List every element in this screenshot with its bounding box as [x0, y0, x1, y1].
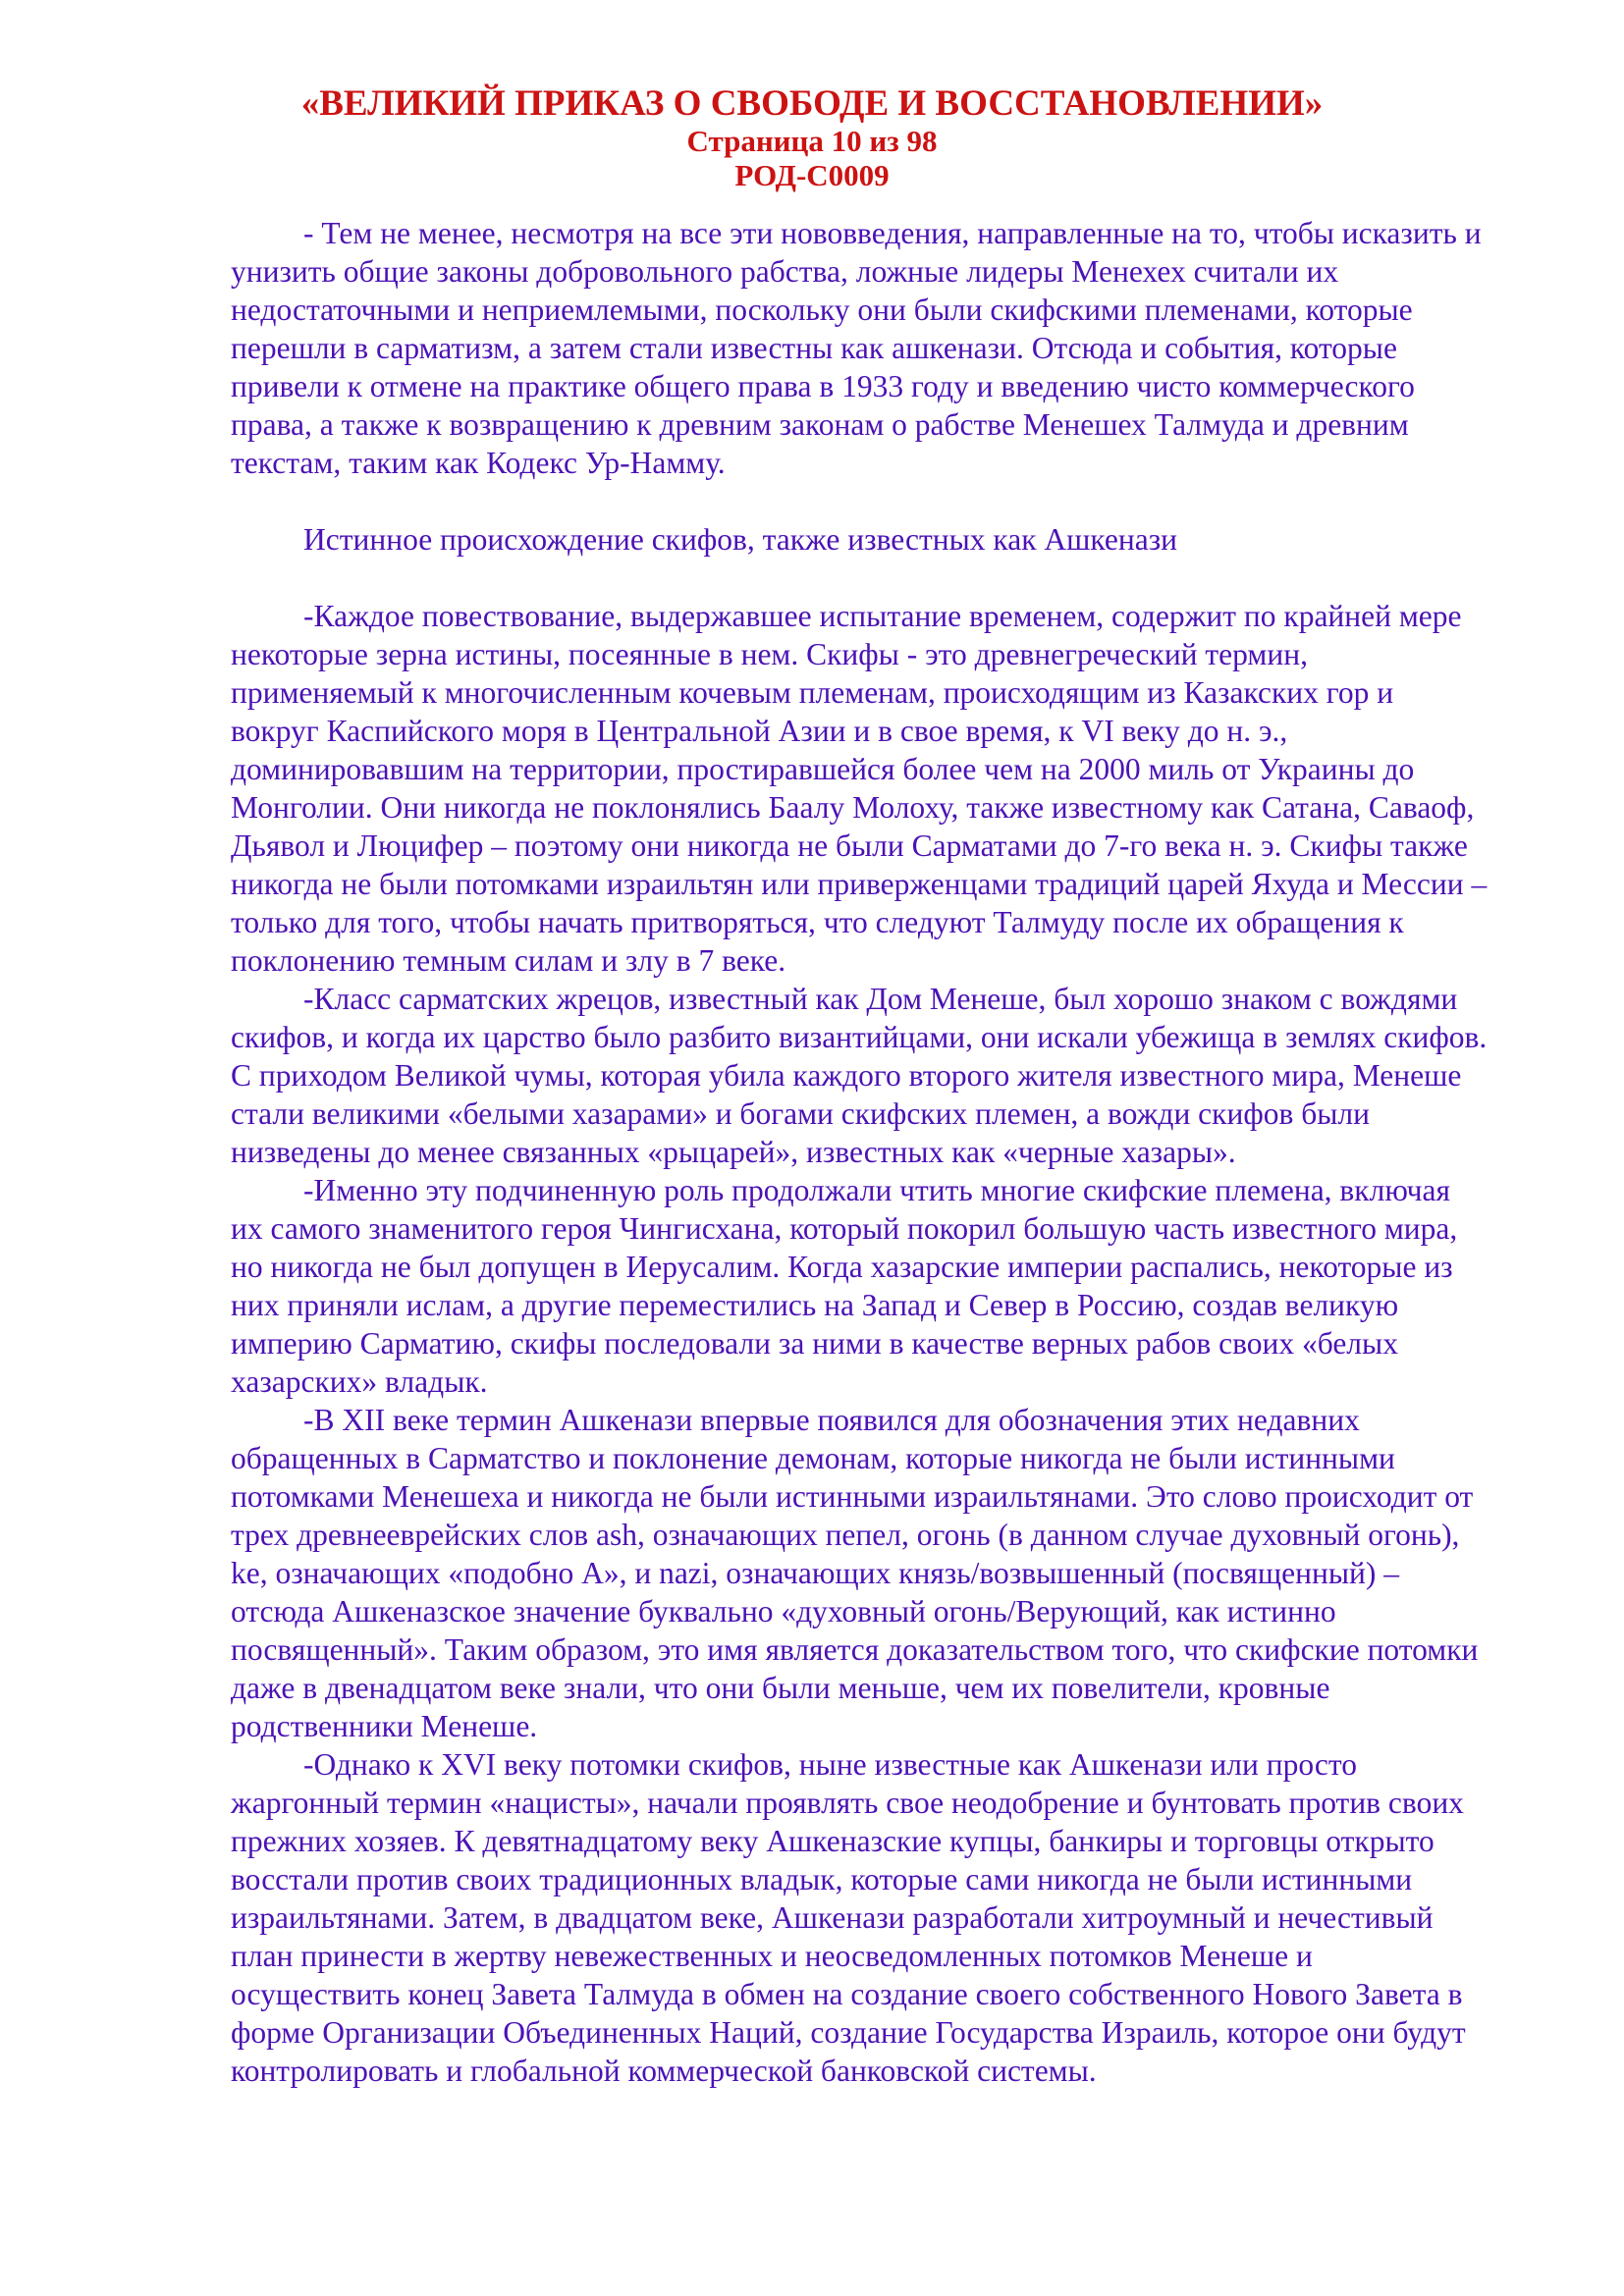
document-body [231, 214, 1488, 2090]
paragraph-ashkenazi-term: -В XII веке термин Ашкенази впервые появился для обозначения этих недавних обращенных в Сарматство и поклонение демонам, которые никогда не были истинными потомками Менешеха и никогда не были истинными израильтянами. Это слово происходит от трех древнееврейских слов ash, означающих пепел, огонь (в данном случае духовный огонь), ke, означающих «подобно А», и nazi, означающих князь/возвышенный (посвященный) – отсюда Ашкеназское значение буквально «духовный огонь/Верующий, как истинно посвященный». Таким образом, это имя является доказательством того, что скифские потомки даже в двенадцатом веке знали, что они были меньше, чем их повелители, кровные родственники Менеше. [231, 1403, 1479, 1743]
paragraph-sarmatian-priests: -Класс сарматских жрецов, известный как Дом Менеше, был хорошо знаком с вождями скифов, и когда их царство было разбито византийцами, они искали убежища в землях скифов. С приходом Великой чумы, которая убила каждого второго жителя известного мира, Менеше стали великими «белыми хазарами» и богами скифских племен, а вожди скифов были низведены до менее связанных «рыцарей», известных как «черные хазары». [231, 982, 1488, 1169]
paragraph-intro: - Тем не менее, несмотря на все эти нововведения, направленные на то, чтобы исказить и унизить общие законы добровольного рабства, ложные лидеры Менехех считали их недостаточными и неприемлемыми, поскольку они были скифскими племенами, которые перешли в сарматизм, а затем стали известны как ашкенази. Отсюда и события, которые привели к отмене на практике общего права в 1933 году и введению чисто коммерческого права, а также к возвращению к древним законам о рабстве Менешех Талмуда и древним текстам, таким как Кодекс Ур-Намму. [231, 216, 1482, 480]
paragraph-sixteenth-century: -Однако к XVI веку потомки скифов, ныне известные как Ашкенази или просто жаргонный термин «нацисты», начали проявлять свое неодобрение и бунтовать против своих прежних хозяев. К девятнадцатому веку Ашкеназские купцы, банкиры и торговцы открыто восстали против своих традиционных владык, которые сами никогда не были истинными израильтянами. Затем, в двадцатом веке, Ашкенази разработали хитроумный и нечестивый план принести в жертву невежественных и неосведомленных потомков Менеше и осуществить конец Завета Талмуда в обмен на создание своего собственного Нового Завета в форме Организации Объединенных Наций, создание Государства Израиль, которое они будут контролировать и глобальной коммерческой банковской системы. [231, 1747, 1466, 2088]
document-code: РОД-С0009 [734, 158, 890, 192]
paragraph-scythians-origin: -Каждое повествование, выдержавшее испытание временем, содержит по крайней мере некоторые зерна истины, посеянные в нем. Скифы - это древнегреческий термин, применяемый к многочисленным кочевым племенам, происходящим из Казакских гор и вокруг Каспийского моря в Центральной Азии и в свое время, к VI веку до н. э., доминировавшим на территории, простиравшейся более чем на 2000 миль от Украины до Монголии. Они никогда не поклонялись Баалу Молоху, также известному как Сатана, Саваоф, Дьявол и Люцифер – поэтому они никогда не были Сарматами до 7-го века н. э. Скифы также никогда не были потомками израильтян или приверженцами традиций царей Яхуда и Мессии – только для того, чтобы начать притворяться, что следуют Талмуду после их обращения к поклонению темным силам и злу в 7 веке. [231, 599, 1488, 978]
paragraph-subordinate-role: -Именно эту подчиненную роль продолжали чтить многие скифские племена, включая их самого знаменитого героя Чингисхана, который покорил большую часть известного мира, но никогда не был допущен в Иерусалим. Когда хазарские империи распались, некоторые из них приняли ислам, а другие переместились на Запад и Север в Россию, создав великую империю Сарматию, скифы последовали за ними в качестве верных рабов своих «белых хазарских» владык. [231, 1173, 1458, 1399]
section-heading: Истинное происхождение скифов, также известных как Ашкенази [303, 522, 1178, 557]
page-number-indicator: Страница 10 из 98 [686, 124, 938, 158]
document-title: «ВЕЛИКИЙ ПРИКАЗ О СВОБОДЕ И ВОССТАНОВЛЕНИИ» [300, 83, 1324, 124]
document-header [0, 0, 1624, 192]
